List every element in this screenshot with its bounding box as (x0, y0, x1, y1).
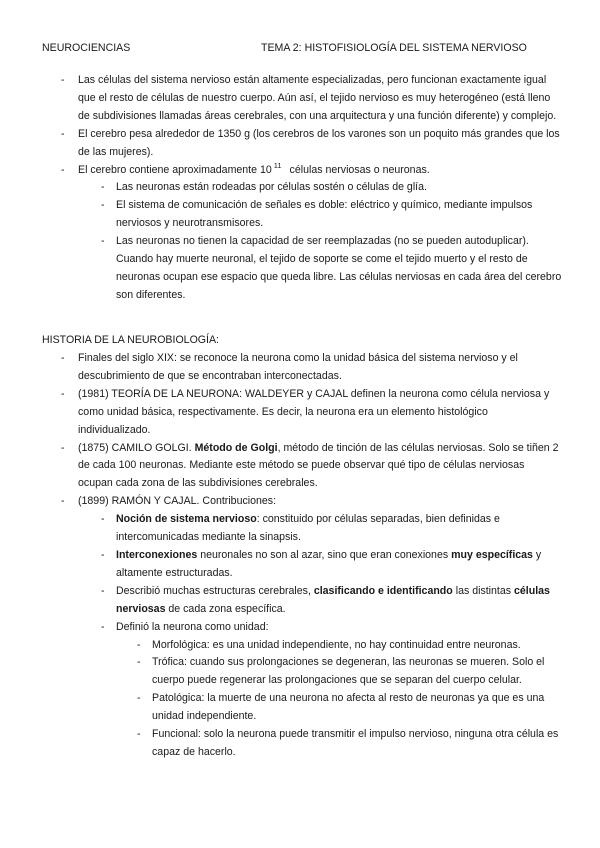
intro-sublist (116, 179, 562, 304)
list-item (116, 197, 562, 233)
intro-item-3-text: El cerebro contiene aproximadamente 10 (78, 163, 272, 176)
intro-list (78, 72, 562, 305)
list-item (116, 233, 562, 305)
list-item (152, 726, 562, 762)
contribution-1-text: : constituido por células separadas, bien definidas e intercomunicadas mediante la sinapsis. (116, 513, 500, 544)
history-item-1-text: Finales del siglo XIX: se reconoce la neurona como la unidad básica del sistema nervioso y el descubrimiento de que se encontraban interconectadas. (78, 352, 518, 382)
history-item-2-text: (1981) TEORÍA DE LA NEURONA: WALDEYER y CAJAL definen la neurona como célula nerviosa y como unidad básica, respectivamente. Es decir, la neurona era un elemento histológico individualizado. (78, 387, 550, 436)
header-course-title: NEUROCIENCIAS (42, 42, 131, 54)
header-topic-title: TEMA 2: HISTOFISIOLOGÍA DEL SISTEMA NERVIOSO (261, 42, 527, 54)
intro-item-1-text: Las células del sistema nervioso están altamente especializadas, pero funcionan exactamente igual que el resto de células de nuestro cuerpo. Aún así, el tejido nervioso es muy heterogéneo (está lleno de subdivisiones llamadas áreas cerebrales, con una arquitectura y una función diferente) y complejo. (78, 74, 557, 122)
list-item (78, 162, 562, 305)
contribution-2-text-end: y altamente estructuradas. (116, 548, 542, 579)
intro-sub-2-text: El sistema de comunicación de señales es doble: eléctrico y químico, mediante impulsos nerviosos y neurotransmisores. (116, 199, 533, 230)
list-item (78, 72, 562, 126)
list-item (78, 493, 562, 762)
contribution-2-bold-2: muy específicas (451, 548, 533, 561)
list-item (152, 637, 562, 655)
page-header (42, 40, 562, 58)
intro-sub-3-text: Las neuronas no tienen la capacidad de ser reemplazadas (no se pueden autoduplicar). Cuando hay muerte neuronal, el tejido de soporte se come el tejido muerto y el resto de neuronas ocupan ese espacio que queda libre. Las células nerviosas en cada área del cerebro son diferentes. (116, 235, 562, 301)
contribution-1-bold: Noción de sistema nervioso (116, 513, 257, 526)
intro-item-3-text-end: células nerviosas o neuronas. (289, 163, 430, 176)
history-item-4-text: (1899) RAMÓN Y CAJAL. Contribuciones: (78, 495, 277, 508)
history-list (78, 350, 562, 762)
contribution-2-bold: Interconexiones (116, 548, 198, 561)
list-item (116, 511, 562, 547)
unit-morphological-text: Morfológica: es una unidad independiente, no hay continuidad entre neuronas. (152, 638, 521, 651)
intro-item-2-text: El cerebro pesa alrededor de 1350 g (los cerebros de los varones son un poquito más grandes que los de las mujeres). (78, 127, 560, 158)
contributions-list (116, 511, 562, 762)
list-item (116, 179, 562, 197)
list-item (78, 386, 562, 440)
list-item (116, 583, 562, 619)
contribution-3-text-end: de cada zona específica. (165, 602, 286, 615)
list-item (152, 690, 562, 726)
list-item (116, 619, 562, 762)
unit-functional-text: Funcional: solo la neurona puede transmitir el impulso nervioso, ninguna otra célula es capaz de hacerlo. (152, 728, 559, 758)
history-item-3-text-end: , método de tinción de las células nerviosas. Solo se tiñen 2 de cada 100 neuronas. Mediante este método se puede observar qué tipo de células nerviosas ocupan cada zona de las subdivisiones cerebrales. (78, 441, 559, 490)
contribution-2-text: neuronales no son al azar, sino que eran conexiones (197, 548, 452, 561)
list-item (78, 350, 562, 386)
contribution-4-text: Definió la neurona como unidad: (116, 620, 269, 633)
contribution-3-bold-2: células nerviosas (116, 584, 550, 615)
unit-pathological-text: Patológica: la muerte de una neurona no afecta al resto de neuronas ya que es una unidad independiente. (152, 692, 545, 723)
contribution-3-text: Describió muchas estructuras cerebrales, (116, 584, 314, 597)
exponent: 11 (273, 160, 282, 170)
list-item (116, 547, 562, 583)
list-item (78, 126, 562, 162)
section-title-history: HISTORIA DE LA NEUROBIOLOGÍA: (42, 334, 220, 346)
unit-definitions-list (152, 637, 562, 762)
contribution-3-bold: clasificando e identificando (313, 584, 453, 597)
history-item-3-text: (1875) CAMILO GOLGI. (78, 441, 195, 454)
intro-sub-1-text: Las neuronas están rodeadas por células sostén o células de glía. (116, 181, 427, 194)
contribution-3-text-mid: las distintas (452, 584, 515, 597)
golgi-method-bold: Método de Golgi (194, 441, 278, 454)
list-item (78, 440, 562, 494)
unit-trophic-text: Trófica: cuando sus prolongaciones se degeneran, las neuronas se mueren. Solo el cuerpo puede regenerar las prolongaciones que se separan del cuerpo celular. (152, 656, 545, 687)
list-item (152, 654, 562, 690)
